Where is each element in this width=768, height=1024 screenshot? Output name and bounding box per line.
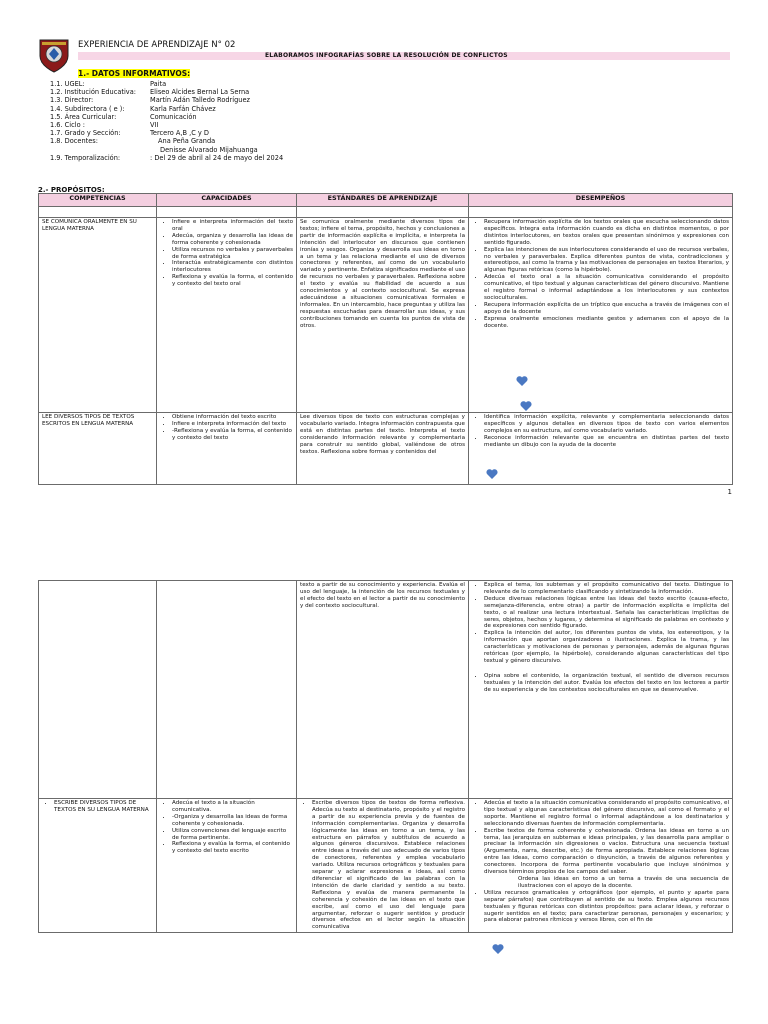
info-list xyxy=(50,80,283,162)
list-item: • Identifica información explícita, relevante y complementaria seleccionando datos específicos y algunos detalles en diversos tipos de texto con varios elementos complejos en su estructura, así como vocabulario variado. xyxy=(484,414,729,435)
info-row: 1.4. Subdirectora ( e ): Karla Farfán Chávez xyxy=(50,104,216,113)
page-number: 1 xyxy=(727,488,732,496)
list-item: • Obtiene información del texto escrito xyxy=(172,414,293,421)
list-item: • Interactúa estratégicamente con distintos interlocutores xyxy=(172,260,293,274)
list-item: • Utiliza recursos gramaticales y ortográficos (por ejemplo, el punto y aparte para separar párrafos) que contribuyen al sentido de su texto. Emplea algunos recursos textuales y figuras retóricas con distintos propósitos: para aclarar ideas, y reforzar o sugerir sentidos en el texto; para caracterizar personas, personajes y escenarios; y para elaborar patrones rítmicos y versos libres, con el fin de xyxy=(484,890,729,925)
heart-icon xyxy=(516,375,528,387)
desempenos-cell xyxy=(469,799,733,933)
list-item: • Adecúa, organiza y desarrolla las ideas de forma coherente y cohesionada xyxy=(172,233,293,247)
section-propositos-title: 2.- PROPÓSITOS: xyxy=(38,186,105,194)
list-item: • Infiere e interpreta información del texto oral xyxy=(172,219,293,233)
header-desempenos: DESEMPEÑOS xyxy=(469,194,733,207)
info-row: 1.6. Ciclo : VII xyxy=(50,121,159,130)
heart-icon xyxy=(492,943,504,955)
list-item: • -Organiza y desarrolla las ideas de forma coherente y cohesionada. xyxy=(172,814,293,828)
list-item: • Expresa oralmente emociones mediante gestos y ademanes con el apoyo de la docente. xyxy=(484,316,729,330)
estandar-cell: Se comunica oralmente mediante diversos tipos de textos; infiere el tema, propósito, hechos y conclusiones a partir de información explícita e implícita, e interpreta la intención del interlocutor en discursos que contienen ironías y sesgos. Organiza y desarrolla sus ideas en torno a un tema y las relaciona mediante el uso de diversos conectores y referentes, así como de un vocabulario variado y pertinente. Enfatiza significados mediante el uso de recursos no verbales y paraverbales. Reflexiona sobre el texto y evalúa su fiabilidad de acuerdo a sus conocimientos y al contexto sociocultural. Se expresa adecuándose a situaciones comunicativas formales e informales. En un intercambio, hace preguntas y utiliza las respuestas escuchadas para desarrollar sus ideas, y sus contribuciones tomando en cuenta los puntos de vista de otros. xyxy=(297,218,469,413)
info-row: Denisse Alvarado Mijahuanga xyxy=(160,145,258,154)
list-item: • Infiere e interpreta información del texto xyxy=(172,421,293,428)
document-title: EXPERIENCIA DE APRENDIZAJE N° 02 xyxy=(78,40,236,50)
info-row: 1.3. Director: Martín Adán Talledo Rodríguez xyxy=(50,96,250,105)
list-item: • Escribe textos de forma coherente y cohesionada. Ordena las ideas en torno a un tema, las jerarquiza en subtemas e ideas principales, y las desarrolla para ampliar o precisar la información sin digresiones o vacíos. Estructura una secuencia textual (Argumenta, narra, describe, etc.) de forma apropiada. Establece relaciones lógicas entre las ideas, como comparación o disyunción, a través de algunos referentes y conectores. Incorpora de forma pertinente vocabulario que incluye sinónimos y diversos términos propios de los campos del saber. xyxy=(484,828,729,876)
desempenos-cell xyxy=(469,413,733,485)
school-shield-logo xyxy=(38,38,70,74)
document-subtitle: ELABORAMOS INFOGRAFÍAS SOBRE LA RESOLUCIÓN DE CONFLICTOS xyxy=(265,52,508,59)
capacidades-cell xyxy=(157,218,297,413)
info-row: 1.9. Temporalización: : Del 29 de abril al 24 de mayo del 2024 xyxy=(50,153,284,162)
desempenos-cell xyxy=(469,581,733,799)
list-item: • Explica las intenciones de sus interlocutores considerando el uso de recursos verbales, no verbales y paraverbales. Explica diferentes puntos de vista, contradicciones y estereotipos, así como la trama y las motivaciones de personajes en textos literarios, y algunas figuras retóricas (como la hipérbole). xyxy=(484,247,729,275)
list-item: • Reconoce información relevante que se encuentra en distintas partes del texto mediante un dibujo con la ayuda de la docente xyxy=(484,435,729,449)
section-datos-title: 1.- DATOS INFORMATIVOS: xyxy=(78,69,191,78)
competencia-cell: SE COMUNICA ORALMENTE EN SU LENGUA MATERNA xyxy=(39,218,157,413)
list-item: • Adecúa el texto a la situación comunicativa considerando el propósito comunicativo, el tipo textual y algunas características del género discursivo, así como el formato y el soporte. Mantiene el registro formal o informal adaptándose a los destinatarios y seleccionando diversas fuentes de información complementaria. xyxy=(484,800,729,828)
list-item: • Adecúa el texto oral a la situación comunicativa considerando el propósito comunicativo, el tipo textual y algunas características del género discursivo. Mantiene el registro formal o informal adaptándose a los interlocutores y sus contextos socioculturales. xyxy=(484,274,729,302)
info-row: 1.8. Docentes: Ana Peña Granda xyxy=(50,137,216,146)
list-item: • Adecúa el texto a la situación comunicativa. xyxy=(172,800,293,814)
capacidades-cell xyxy=(157,799,297,933)
list-item: • Reflexiona y evalúa la forma, el contenido y contexto del texto oral xyxy=(172,274,293,288)
capacidades-cell xyxy=(157,413,297,485)
list-item: • Recupera información explícita de los textos orales que escucha seleccionando datos específicos. Integra esta información cuando es dicha en distintos momentos, o por distintos interlocutores, en textos orales que presentan sinónimos y expresiones con sentido figurado. xyxy=(484,219,729,247)
competencia-cell xyxy=(39,799,157,933)
heart-icon xyxy=(486,468,498,480)
info-row: 1.1. UGEL: Paita xyxy=(50,80,167,88)
propositos-table-page1 xyxy=(38,193,733,485)
estandar-cell: texto a partir de su conocimiento y experiencia. Evalúa el uso del lenguaje, la intención de los recursos textuales y el efecto del texto en el lector a partir de su conocimiento y del contexto sociocultural. xyxy=(297,581,469,799)
competencia-cell xyxy=(39,581,157,799)
info-row: 1.7. Grado y Sección: Tercero A,B ,C y D xyxy=(50,129,210,138)
list-item: • Opina sobre el contenido, la organización textual, el sentido de diversos recursos textuales y la intención del autor. Evalúa los efectos del texto en los lectores a partir de su experiencia y de los contextos socioculturales en que se desenvuelve. xyxy=(484,673,729,694)
propositos-table-page2 xyxy=(38,580,733,933)
header-estandares: ESTÁNDARES DE APRENDIZAJE xyxy=(297,194,469,207)
info-row: 1.5. Área Curricular: Comunicación xyxy=(50,112,197,121)
list-item: • Recupera información explícita de un tríptico que escucha a través de imágenes con el apoyo de la docente xyxy=(484,302,729,316)
estandar-cell xyxy=(297,799,469,933)
list-item: • Utiliza recursos no verbales y paraverbales de forma estratégica xyxy=(172,247,293,261)
list-item: • ESCRIBE DIVERSOS TIPOS DE TEXTOS EN SU LENGUA MATERNA xyxy=(54,800,153,814)
list-item: • Deduce diversas relaciones lógicas entre las ideas del texto escrito (causa-efecto, semejanza-diferencia, entre otras) a partir de información explícita e implícita del texto, o al realizar una lectura intertextual. Señala las características implícitas de seres, objetos, hechos y lugares, y determina el significado de palabras en contexto y de expresiones con sentido figurado. xyxy=(484,596,729,631)
list-item: • -Reflexiona y evalúa la forma, el contenido y contexto del texto xyxy=(172,428,293,442)
competencia-cell: LEE DIVERSOS TIPOS DE TEXTOS ESCRITOS EN LENGUA MATERNA xyxy=(39,413,157,485)
header-competencias: COMPETENCIAS xyxy=(39,194,157,207)
estandar-cell: Lee diversos tipos de texto con estructuras complejas y vocabulario variado. Integra información contrapuesta que está en distintas partes del texto. Interpreta el texto considerando información relevante y complementaria para construir su sentido global, valiéndose de otros textos. Reflexiona sobre formas y contenidos del xyxy=(297,413,469,485)
info-row: 1.2. Institución Educativa: Eliseo Alcides Bernal La Serna xyxy=(50,88,250,97)
header-capacidades: CAPACIDADES xyxy=(157,194,297,207)
capacidades-cell xyxy=(157,581,297,799)
list-item: • Reflexiona y evalúa la forma, el contenido y contexto del texto escrito xyxy=(172,841,293,855)
list-item: • Explica el tema, los subtemas y el propósito comunicativo del texto. Distingue lo relevante de lo complementario clasificando y sintetizando la información. xyxy=(484,582,729,596)
list-item: Ordena las ideas en torno a un tema a través de una secuencia de ilustraciones con el apoyo de la docente. xyxy=(518,875,729,889)
list-item: • Escribe diversos tipos de textos de forma reflexiva. Adecúa su texto al destinatario, propósito y el registro a partir de su experiencia previa y de fuentes de información complementarias. Organiza y desarrolla lógicamente las ideas en torno a un tema, y las estructura en párrafos y subtítulos de acuerdo a algunos géneros discursivos. Establece relaciones entre ideas a través del uso adecuado de varios tipos de conectores, referentes y emplea vocabulario variado. Utiliza recursos ortográficos y textuales para separar y aclarar expresiones e ideas, así como diferenciar el significado de las palabras con la intención de darle claridad y sentido a su texto. Reflexiona y evalúa de manera permanente la coherencia y cohesión de las ideas en el texto que escribe, así como el uso del lenguaje para argumentar, reforzar o sugerir sentidos y producir diversos efectos en el lector según la situación comunicativa xyxy=(312,800,465,931)
list-item: • Utiliza convenciones del lenguaje escrito de forma pertinente. xyxy=(172,828,293,842)
list-item: • Explica la intención del autor, los diferentes puntos de vista, los estereotipos, y la información que aportan organizadores o ilustraciones. Explica la trama, y las características y motivaciones de personas y personajes, además de algunas figuras retóricas (por ejemplo, la hipérbole), considerando algunas características del tipo textual y género discursivo. xyxy=(484,630,729,665)
desempenos-cell xyxy=(469,218,733,413)
heart-icon xyxy=(520,400,532,412)
